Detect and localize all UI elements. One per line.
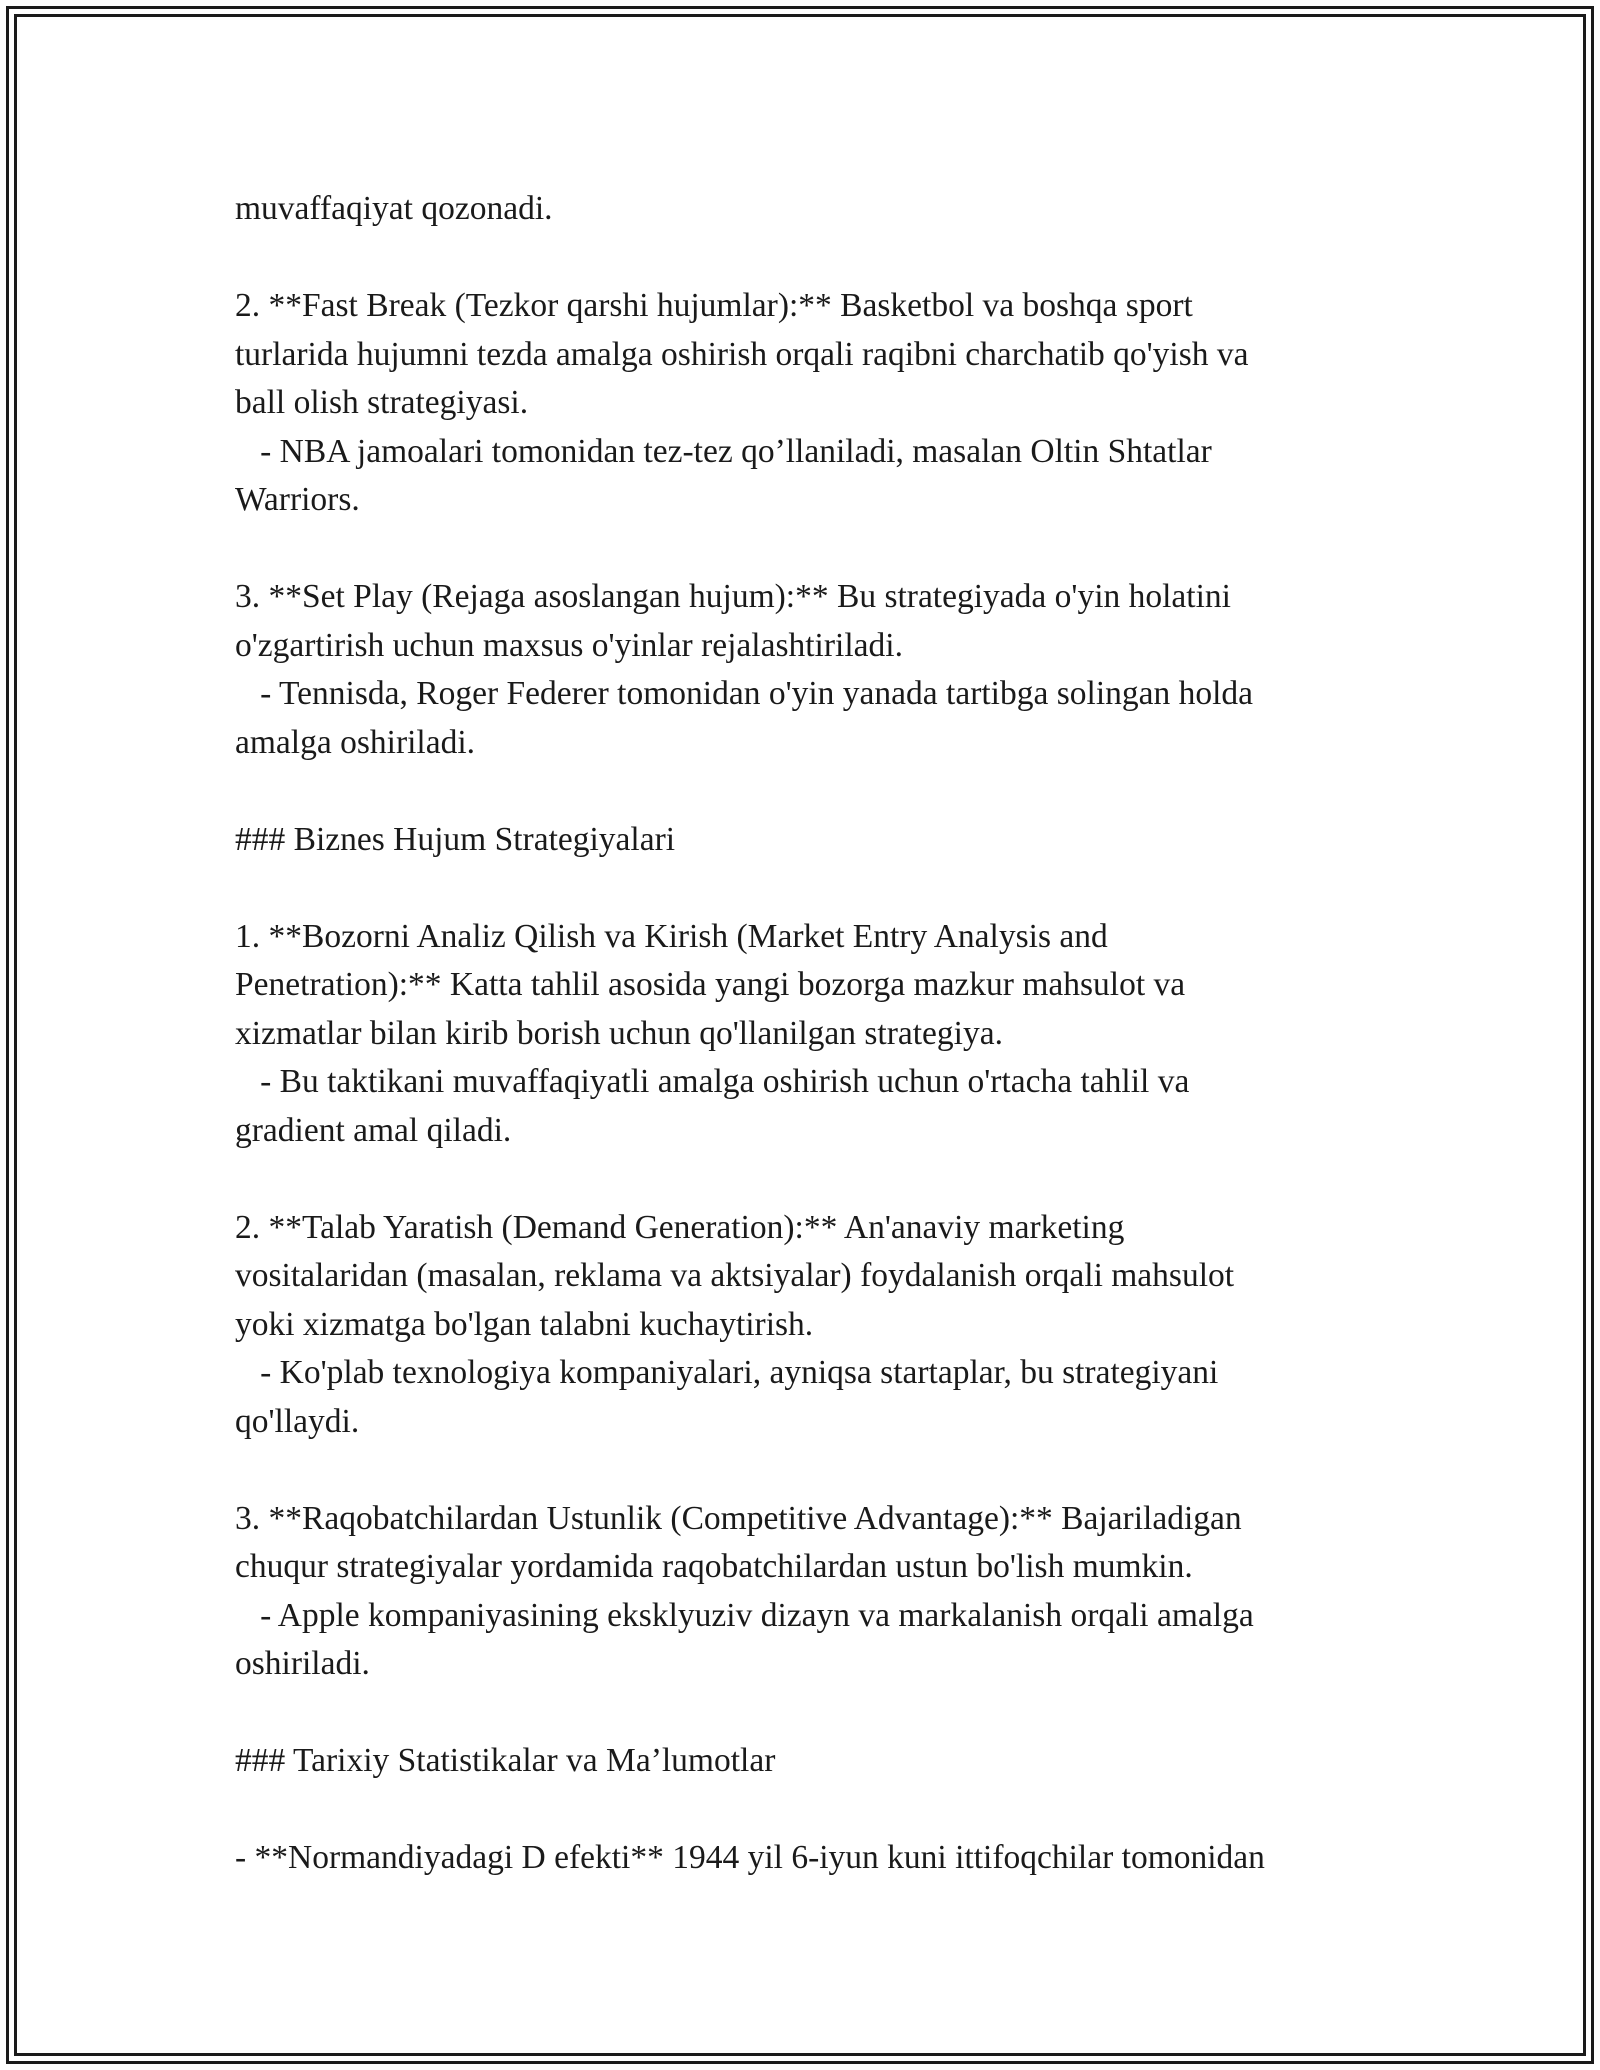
blank-line xyxy=(235,234,1385,283)
text-line: Warriors. xyxy=(235,481,360,518)
text-line: Penetration):** Katta tahlil asosida yangi bozorga mazkur mahsulot va xyxy=(235,966,1186,1003)
text-line: - Apple kompaniyasining eksklyuziv dizayn va markalanish orqali amalga xyxy=(235,1596,1254,1634)
blank-line xyxy=(235,1786,1385,1835)
blank-line xyxy=(235,525,1385,574)
text-line: gradient amal qiladi. xyxy=(235,1111,512,1149)
text-line: 1. **Bozorni Analiz Qilish va Kirish (Market Entry Analysis and xyxy=(235,917,1108,955)
blank-line xyxy=(235,1689,1385,1738)
blank-line xyxy=(235,767,1385,816)
text-line: - NBA jamoalari tomonidan tez-tez qo’llaniladi, masalan Oltin Shtatlar xyxy=(235,432,1212,470)
text-line: 3. **Raqobatchilardan Ustunlik (Competitive Advantage):** Bajariladigan xyxy=(235,1499,1242,1537)
text-line: 3. **Set Play (Rejaga asoslangan hujum):** Bu strategiyada o'yin holatini xyxy=(235,578,1231,615)
text-line: chuqur strategiyalar yordamida raqobatchilardan ustun bo'lish mumkin. xyxy=(235,1548,1193,1585)
text-line: oshiriladi. xyxy=(235,1645,370,1682)
section-heading: ### Tarixiy Statistikalar va Ma’lumotlar xyxy=(235,1742,776,1779)
text-line: 2. **Talab Yaratish (Demand Generation):** An'anaviy marketing xyxy=(235,1208,1125,1246)
text-line: o'zgartirish uchun maxsus o'yinlar rejalashtiriladi. xyxy=(235,626,903,664)
document-body xyxy=(235,185,1385,1883)
blank-line xyxy=(235,1155,1385,1204)
text-line: turlarida hujumni tezda amalga oshirish orqali raqibni charchatib qo'yish va xyxy=(235,335,1249,373)
blank-line xyxy=(235,1446,1385,1495)
text-line: - **Normandiyadagi D efekti** 1944 yil 6-iyun kuni ittifoqchilar tomonidan xyxy=(235,1839,1265,1876)
text-line: vositalaridan (masalan, reklama va aktsiyalar) foydalanish orqali mahsulot xyxy=(235,1257,1235,1294)
text-line: xizmatlar bilan kirib borish uchun qo'llanilgan strategiya. xyxy=(235,1014,1003,1052)
section-heading: ### Biznes Hujum Strategiyalari xyxy=(235,820,676,858)
text-line: muvaffaqiyat qozonadi. xyxy=(235,190,553,227)
blank-line xyxy=(235,864,1385,913)
text-line: - Ko'plab texnologiya kompaniyalari, ayniqsa startaplar, bu strategiyani xyxy=(235,1354,1219,1391)
text-line: amalga oshiriladi. xyxy=(235,723,476,761)
text-line: 2. **Fast Break (Tezkor qarshi hujumlar):** Basketbol va boshqa sport xyxy=(235,287,1193,324)
text-line: ball olish strategiyasi. xyxy=(235,384,529,421)
text-line: - Tennisda, Roger Federer tomonidan o'yin yanada tartibga solingan holda xyxy=(235,675,1254,712)
text-line: qo'llaydi. xyxy=(235,1402,360,1440)
text-line: yoki xizmatga bo'lgan talabni kuchaytirish. xyxy=(235,1305,814,1343)
text-line: - Bu taktikani muvaffaqiyatli amalga oshirish uchun o'rtacha tahlil va xyxy=(235,1063,1190,1100)
